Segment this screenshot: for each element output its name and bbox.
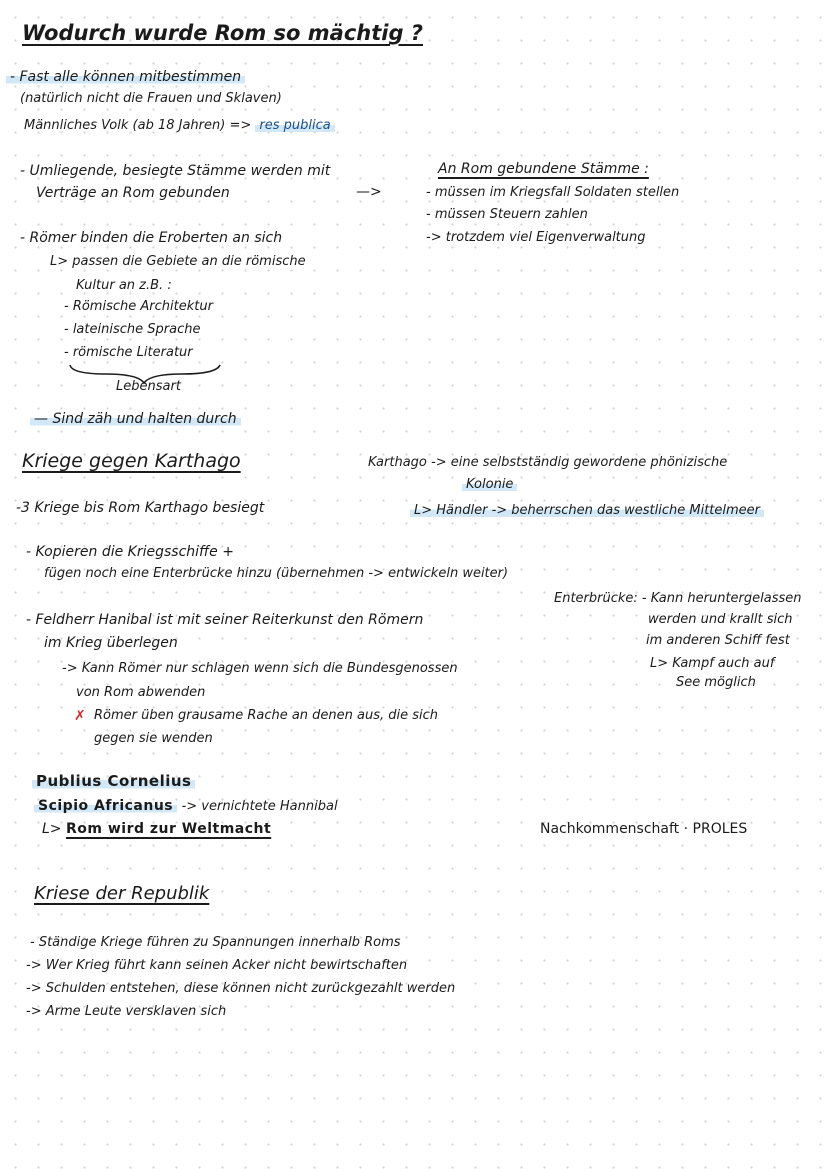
hanibal-line-1: - Feldherr Hanibal ist mit seiner Reiterkunst den Römern bbox=[26, 612, 424, 628]
arrow-right-icon: —> bbox=[356, 184, 382, 200]
ships-line-1: - Kopieren die Kriegsschiffe + bbox=[26, 544, 234, 560]
culture-line-3: Kultur an z.B. : bbox=[76, 278, 172, 293]
culture-line-2: L> passen die Gebiete an die römische bbox=[50, 254, 306, 269]
treaties-line-2: Verträge an Rom gebunden bbox=[36, 185, 230, 201]
crisis-item: - Ständige Kriege führen zu Spannungen innerhalb Roms bbox=[30, 935, 401, 950]
revenge-line-1: Römer üben grausame Rache an denen aus, die sich bbox=[94, 708, 439, 723]
bound-tribes-title: An Rom gebundene Stämme : bbox=[438, 161, 649, 177]
treaties-line-1: - Umliegende, besiegte Stämme werden mit bbox=[20, 163, 331, 179]
enter-line-2: werden und krallt sich bbox=[648, 612, 793, 627]
enter-line-5: See möglich bbox=[676, 675, 756, 690]
bound-tribes-item: -> trotzdem viel Eigenverwaltung bbox=[426, 230, 646, 245]
revenge-line-2: gegen sie wenden bbox=[94, 731, 213, 746]
brace-label: Lebensart bbox=[116, 379, 181, 394]
hanibal-line-4: von Rom abwenden bbox=[76, 685, 206, 700]
scipio-result: L> Rom wird zur Weltmacht bbox=[42, 821, 272, 837]
hanibal-line-3: -> Kann Römer nur schlagen wenn sich die Bundesgenossen bbox=[62, 661, 458, 676]
bound-tribes-item: - müssen Steuern zahlen bbox=[426, 207, 588, 222]
culture-item: - römische Literatur bbox=[64, 345, 193, 360]
endurance-line: — Sind zäh und halten durch bbox=[30, 410, 241, 428]
wars-line: -3 Kriege bis Rom Karthago besiegt bbox=[16, 500, 265, 516]
cross-mark-icon: ✗ bbox=[74, 708, 86, 724]
enter-line-4: L> Kampf auch auf bbox=[650, 656, 775, 671]
intro-line-3: Männliches Volk (ab 18 Jahren) => res publica bbox=[24, 117, 335, 135]
culture-line-1: - Römer binden die Eroberten an sich bbox=[20, 230, 283, 246]
crisis-item: -> Wer Krieg führt kann seinen Acker nicht bewirtschaften bbox=[26, 958, 408, 973]
culture-item: - lateinische Sprache bbox=[64, 322, 201, 337]
enter-line-1: Enterbrücke: - Kann heruntergelassen bbox=[554, 591, 802, 606]
scipio-name-1: Publius Cornelius bbox=[32, 772, 195, 790]
proles-note: Nachkommenschaft · PROLES bbox=[540, 821, 748, 837]
crisis-item: -> Arme Leute versklaven sich bbox=[26, 1004, 227, 1019]
intro-line-1: - Fast alle können mitbestimmen bbox=[6, 68, 245, 86]
page-title: Wodurch wurde Rom so mächtig ? bbox=[22, 21, 423, 45]
carthage-def-line-1: Karthago -> eine selbstständig gewordene phönizische bbox=[368, 455, 728, 470]
carthage-heading: Kriege gegen Karthago bbox=[22, 450, 241, 472]
hanibal-line-2: im Krieg überlegen bbox=[44, 635, 178, 651]
crisis-heading: Kriese der Republik bbox=[34, 883, 210, 904]
ships-line-2: fügen noch eine Enterbrücke hinzu (übernehmen -> entwickeln weiter) bbox=[44, 566, 509, 581]
intro-line-2: (natürlich nicht die Frauen und Sklaven) bbox=[20, 91, 282, 106]
culture-item: - Römische Architektur bbox=[64, 299, 213, 314]
crisis-item: -> Schulden entstehen, diese können nicht zurückgezahlt werden bbox=[26, 981, 456, 996]
enter-line-3: im anderen Schiff fest bbox=[646, 633, 790, 648]
carthage-def-line-3: L> Händler -> beherrschen das westliche Mittelmeer bbox=[410, 502, 764, 520]
scipio-name-2: Scipio Africanus -> vernichtete Hannibal bbox=[34, 797, 338, 816]
bound-tribes-item: - müssen im Kriegsfall Soldaten stellen bbox=[426, 185, 680, 200]
carthage-def-line-2: Kolonie bbox=[462, 476, 517, 494]
